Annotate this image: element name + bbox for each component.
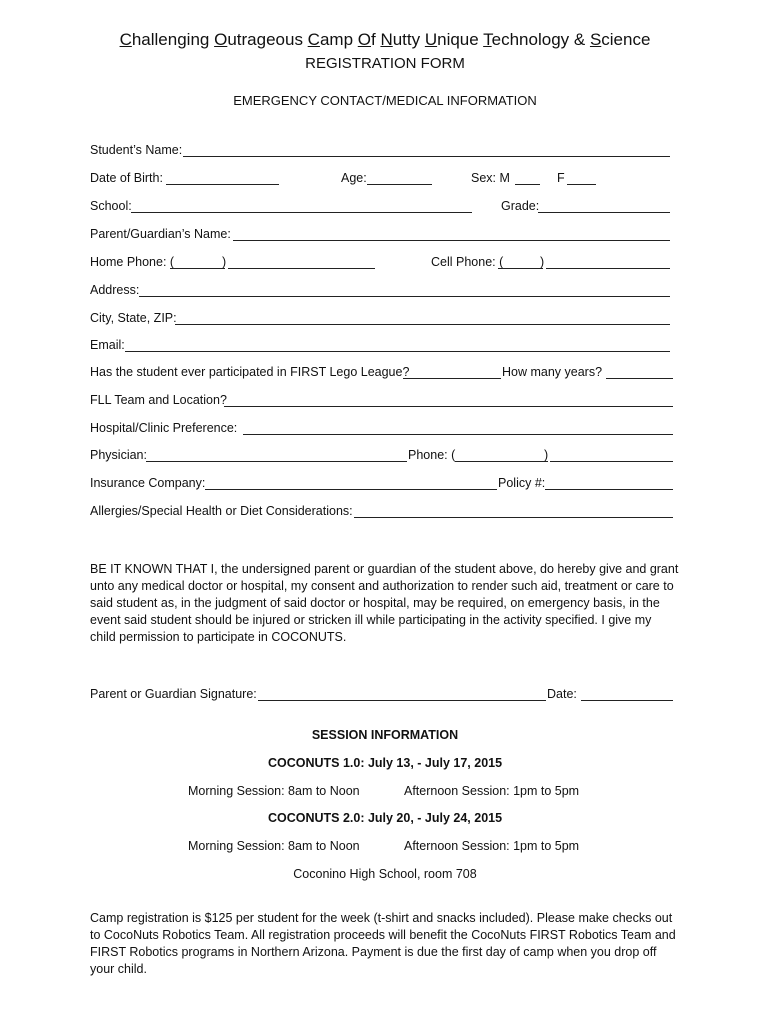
student-name-field[interactable] xyxy=(183,156,670,157)
student-name-label: Student’s Name: xyxy=(90,143,183,157)
school-field[interactable] xyxy=(131,212,472,213)
registration-fee-paragraph: Camp registration is $125 per student for the week (t-shirt and snacks included). Please make checks out to CocoNuts Robotics Team. All registration proceeds will benefit the CocoNuts FIRST Robotics Team and FIRST Robotics programs in Northern Arizona. Payment is due the first day of camp when you drop off your child. xyxy=(90,911,676,976)
dob-label: Date of Birth: xyxy=(90,171,163,185)
hospital-label: Hospital/Clinic Preference: xyxy=(90,421,238,435)
session-1-afternoon: Afternoon Session: 1pm to 5pm xyxy=(404,784,580,798)
email-label: Email: xyxy=(90,338,125,352)
address-label: Address: xyxy=(90,283,140,297)
age-label: Age: xyxy=(341,171,367,185)
sex-label: Sex: M xyxy=(471,171,510,185)
cell-phone-paren: ) xyxy=(540,255,545,269)
cell-phone-field[interactable] xyxy=(546,268,670,269)
section-heading: EMERGENCY CONTACT/MEDICAL INFORMATION xyxy=(233,93,537,108)
address-field[interactable] xyxy=(139,296,670,297)
session-2-afternoon: Afternoon Session: 1pm to 5pm xyxy=(404,839,580,853)
insurance-field[interactable] xyxy=(205,489,497,490)
policy-field[interactable] xyxy=(545,489,673,490)
home-phone-field[interactable] xyxy=(228,268,375,269)
allergies-label: Allergies/Special Health or Diet Considerations: xyxy=(90,504,353,518)
fll-team-label: FLL Team and Location? xyxy=(90,393,227,407)
grade-label: Grade: xyxy=(501,199,540,213)
form-title: REGISTRATION FORM xyxy=(305,55,465,72)
school-label: School: xyxy=(90,199,132,213)
fll-team-field[interactable] xyxy=(224,406,673,407)
years-label: How many years? xyxy=(502,365,603,379)
physician-label: Physician: xyxy=(90,448,147,462)
fll-question-label: Has the student ever participated in FIRST Lego League? xyxy=(90,365,410,379)
allergies-field[interactable] xyxy=(354,517,673,518)
session-1-morning: Morning Session: 8am to Noon xyxy=(188,784,360,798)
cell-phone-label: Cell Phone: ( xyxy=(431,255,504,269)
session-heading: SESSION INFORMATION xyxy=(311,728,459,742)
years-field[interactable] xyxy=(606,378,673,379)
home-phone-label: Home Phone: ( xyxy=(90,255,175,269)
sex-m-field[interactable] xyxy=(515,184,540,185)
signature-label: Parent or Guardian Signature: xyxy=(90,687,257,701)
guardian-name-field[interactable] xyxy=(233,240,670,241)
signature-date-label: Date: xyxy=(547,687,577,701)
city-label: City, State, ZIP: xyxy=(90,311,177,325)
camp-title: Challenging Outrageous Camp Of Nutty Unique Technology & Science xyxy=(119,30,651,49)
guardian-name-label: Parent/Guardian’s Name: xyxy=(90,227,231,241)
grade-field[interactable] xyxy=(538,212,670,213)
age-field[interactable] xyxy=(367,184,432,185)
cell-phone-area-field[interactable] xyxy=(498,268,543,269)
physician-phone-field[interactable] xyxy=(550,461,673,462)
consent-paragraph: BE IT KNOWN THAT I, the undersigned parent or guardian of the student above, do hereby give and grant unto any medical doctor or hospital, my consent and authorization to render such aid, treatment or care to said student as, in the judgment of said doctor or hospital, may be required, on emergency basis, in the event said student should be injured or stricken ill while participating in the activity specified. I give my child permission to participate in COCONUTS. xyxy=(90,562,679,644)
session-2-title: COCONUTS 2.0: July 20, - July 24, 2015 xyxy=(267,811,503,825)
session-1-title: COCONUTS 1.0: July 13, - July 17, 2015 xyxy=(267,756,503,770)
insurance-label: Insurance Company: xyxy=(90,476,206,490)
physician-phone-paren: ) xyxy=(544,448,549,462)
email-field[interactable] xyxy=(125,351,670,352)
city-field[interactable] xyxy=(175,324,670,325)
home-phone-area-field[interactable] xyxy=(170,268,225,269)
physician-field[interactable] xyxy=(146,461,407,462)
session-2-morning: Morning Session: 8am to Noon xyxy=(188,839,360,853)
sex-f-field[interactable] xyxy=(567,184,596,185)
physician-phone-label: Phone: ( xyxy=(408,448,456,462)
session-location: Coconino High School, room 708 xyxy=(293,867,477,881)
home-phone-paren: ) xyxy=(222,255,227,269)
sex-f-label: F xyxy=(557,171,565,185)
signature-date-field[interactable] xyxy=(581,700,673,701)
physician-phone-area-field[interactable] xyxy=(455,461,548,462)
dob-field[interactable] xyxy=(166,184,279,185)
fll-answer-field[interactable] xyxy=(403,378,501,379)
signature-field[interactable] xyxy=(258,700,546,701)
policy-label: Policy #: xyxy=(498,476,546,490)
hospital-field[interactable] xyxy=(243,434,673,435)
